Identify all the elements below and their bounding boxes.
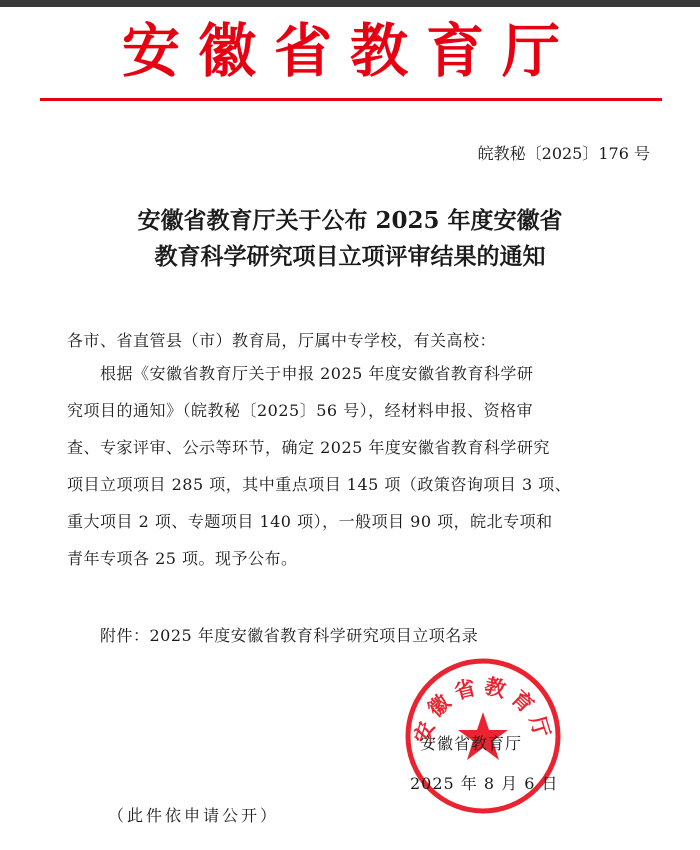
body-line: 项目立项项目 285 项，其中重点项目 145 项（政策咨询项目 3 项、 xyxy=(67,475,572,494)
body-paragraph xyxy=(67,360,647,582)
body-line: 究项目的通知》（皖教秘〔2025〕56 号），经材料申报、资格审 xyxy=(67,401,534,420)
issuer-signature: 安徽省教育厅 xyxy=(420,734,523,753)
letterhead-rule xyxy=(40,98,662,101)
body-line: 根据《安徽省教育厅关于申报 2025 年度安徽省教育科学研 xyxy=(100,364,534,383)
body-line: 重大项目 2 项、专题项目 140 项），一般项目 90 项，皖北专项和 xyxy=(67,512,553,531)
svg-text:安徽省教育厅: 安徽省教育厅 xyxy=(410,673,556,747)
disclosure-note: （此件依申请公开） xyxy=(108,806,280,825)
attachment-note: 附件：2025 年度安徽省教育科学研究项目立项名录 xyxy=(100,626,479,645)
body-line: 查、专家评审、公示等环节，确定 2025 年度安徽省教育科学研究 xyxy=(67,438,550,457)
document-number: 皖教秘〔2025〕176 号 xyxy=(477,144,650,163)
title-line: 教育科学研究项目立项评审结果的通知 xyxy=(154,243,546,270)
title-line: 安徽省教育厅关于公布 2025 年度安徽省 xyxy=(137,207,563,234)
body-line: 青年专项各 25 项。现予公布。 xyxy=(67,549,298,568)
top-border xyxy=(0,0,700,7)
document-title xyxy=(0,203,700,275)
letterhead-title: 安徽省教育厅 xyxy=(121,17,578,85)
issue-date: 2025 年 8 月 6 日 xyxy=(410,774,559,793)
addressee: 各市、省直管县（市）教育局，厅属中专学校，有关高校： xyxy=(67,331,497,350)
